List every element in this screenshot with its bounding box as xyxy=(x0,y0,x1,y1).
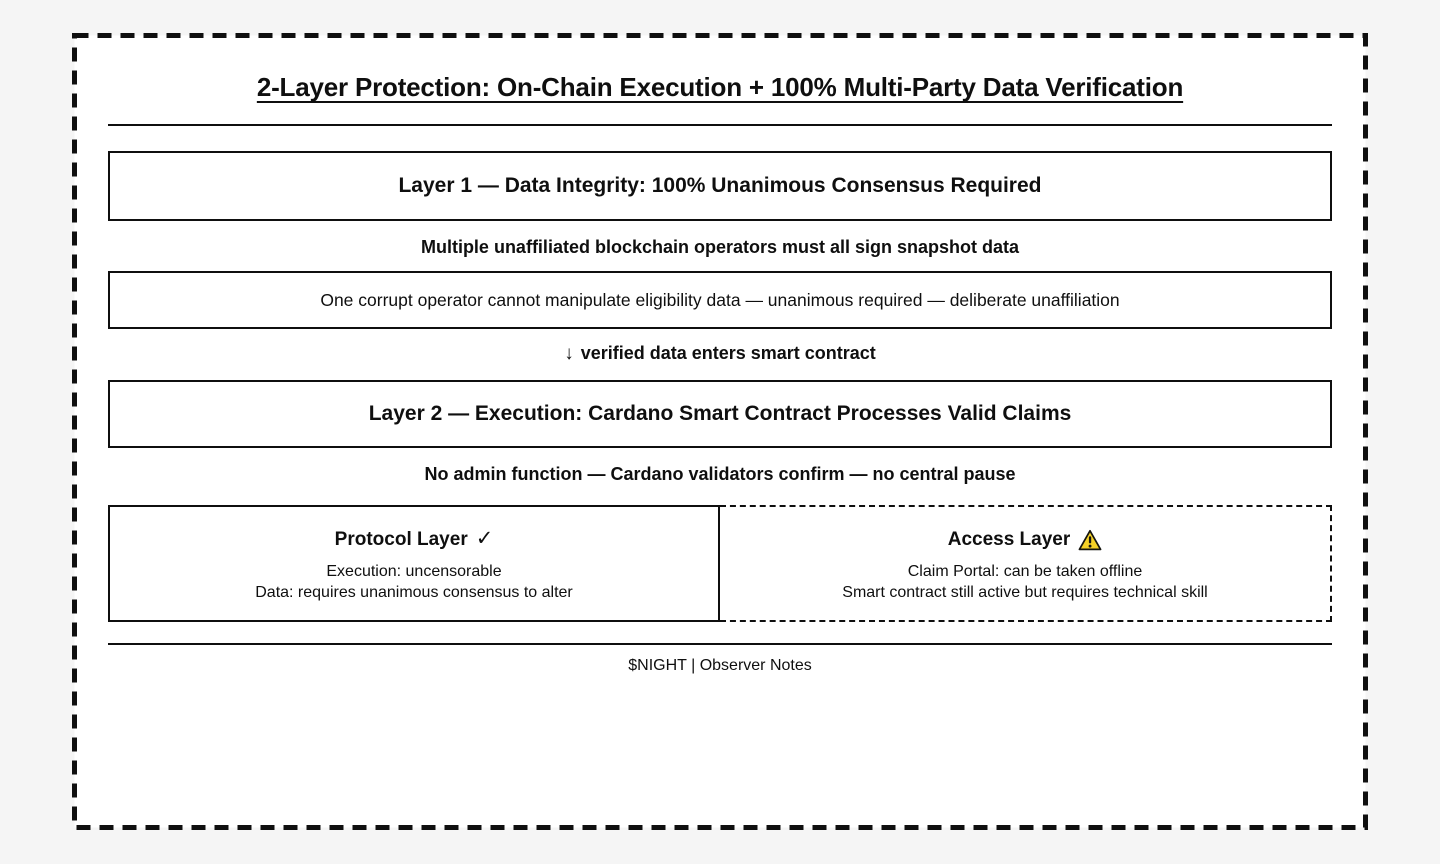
layer1-box xyxy=(108,151,1332,221)
flow-step xyxy=(108,341,1332,367)
access-layer-title xyxy=(948,527,1103,553)
access-layer-line-2: Smart contract still active but requires technical skill xyxy=(842,584,1208,601)
protocol-layer-box xyxy=(108,505,720,622)
layer2-box xyxy=(108,380,1332,448)
diagram-frame xyxy=(72,33,1368,830)
warning-triangle-icon xyxy=(1078,529,1102,551)
check-icon: ✓ xyxy=(475,527,494,550)
header-divider xyxy=(108,124,1332,126)
layer1-detail-box xyxy=(108,271,1332,329)
access-layer-line-1: Claim Portal: can be taken offline xyxy=(907,563,1143,580)
layer1-heading: Layer 1 — Data Integrity: 100% Unanimous Consensus Required xyxy=(398,174,1042,197)
protocol-layer-line-2: Data: requires unanimous consensus to alter xyxy=(255,584,573,601)
diagram-content xyxy=(108,38,1332,678)
layer-comparison-row xyxy=(108,505,1332,622)
access-layer-box xyxy=(720,505,1332,622)
footer-divider xyxy=(108,643,1332,645)
protocol-layer-title-text: Protocol Layer xyxy=(334,529,468,550)
page-title: 2-Layer Protection: On-Chain Execution + 100% Multi-Party Data Verification xyxy=(256,72,1184,102)
layer2-heading: Layer 2 — Execution: Cardano Smart Contract Processes Valid Claims xyxy=(368,402,1072,425)
layer1-detail-text: One corrupt operator cannot manipulate eligibility data — unanimous required — deliberate unaffiliation xyxy=(320,289,1120,310)
access-layer-title-text: Access Layer xyxy=(947,529,1071,550)
footer-text: $NIGHT | Observer Notes xyxy=(628,657,812,674)
layer2-subtext: No admin function — Cardano validators confirm — no central pause xyxy=(424,464,1016,484)
protocol-layer-title xyxy=(335,527,494,553)
layer1-subtext: Multiple unaffiliated blockchain operators must all sign snapshot data xyxy=(420,237,1020,257)
down-arrow-icon: ↓ xyxy=(564,343,574,364)
protocol-layer-line-1: Execution: uncensorable xyxy=(326,563,502,580)
flow-label: verified data enters smart contract xyxy=(580,343,876,363)
